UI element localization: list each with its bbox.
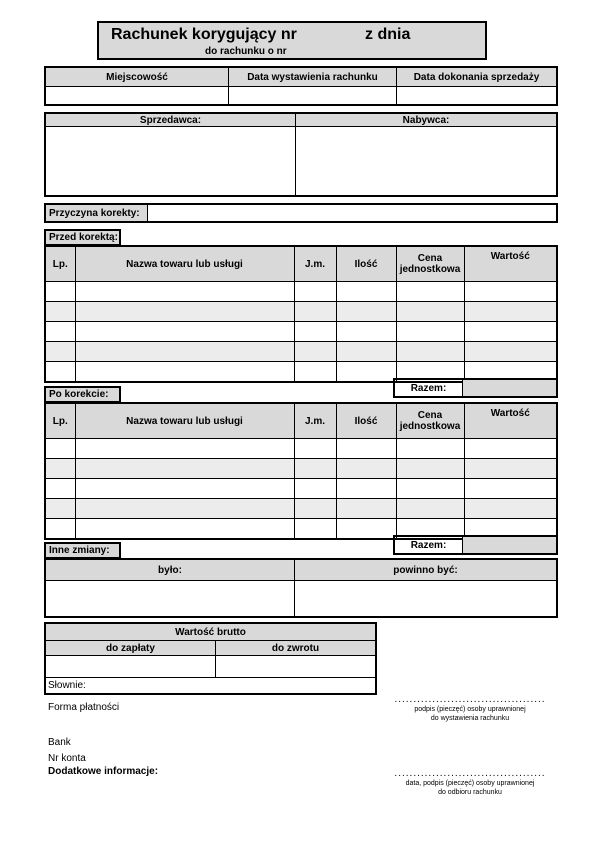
document-header bbox=[97, 21, 487, 60]
col-lp: Lp. bbox=[45, 246, 75, 282]
col-name: Nazwa towaru lub usługi bbox=[75, 403, 294, 439]
was-label: było: bbox=[158, 564, 182, 576]
before-total-field[interactable] bbox=[463, 380, 556, 396]
sale-date-field[interactable] bbox=[397, 87, 556, 104]
col-value: Wartość bbox=[464, 403, 557, 439]
reason-field[interactable] bbox=[148, 205, 556, 221]
in-words-label: Słownie: bbox=[48, 680, 86, 691]
to-pay-label: do zapłaty bbox=[106, 642, 155, 654]
col-name: Nazwa towaru lub usługi bbox=[75, 246, 294, 282]
gross-value-table bbox=[44, 622, 377, 695]
gross-title: Wartość brutto bbox=[46, 624, 375, 640]
bank-label: Bank bbox=[48, 737, 71, 748]
meta-table bbox=[44, 66, 558, 106]
col-unit-price: Cena jednostkowa bbox=[396, 246, 464, 282]
sale-date-label: Data dokonania sprzedaży bbox=[413, 71, 540, 83]
signature-line: ........................................ bbox=[394, 694, 546, 705]
after-items-table bbox=[44, 402, 558, 540]
other-changes-table bbox=[44, 558, 558, 618]
to-pay-field[interactable] bbox=[46, 656, 215, 676]
issuer-signature bbox=[395, 694, 545, 723]
table-row[interactable] bbox=[45, 342, 557, 362]
parties-table bbox=[44, 112, 558, 197]
account-label: Nr konta bbox=[48, 753, 86, 764]
to-refund-field[interactable] bbox=[216, 656, 375, 676]
document-title: Rachunek korygujący nr bbox=[111, 26, 297, 43]
col-unit: J.m. bbox=[294, 246, 336, 282]
before-section-label: Przed korektą: bbox=[44, 229, 121, 246]
buyer-field[interactable] bbox=[296, 127, 556, 195]
to-refund-label: do zwrotu bbox=[271, 642, 320, 654]
reason-label: Przyczyna korekty: bbox=[46, 205, 147, 221]
table-row[interactable] bbox=[45, 439, 557, 459]
col-qty: Ilość bbox=[336, 403, 396, 439]
issuer-caption-2: do wystawienia rachunku bbox=[430, 715, 510, 723]
was-field[interactable] bbox=[46, 581, 294, 616]
receiver-caption-1: data, podpis (pieczęć) osoby uprawnionej bbox=[405, 780, 535, 787]
seller-field[interactable] bbox=[46, 127, 295, 195]
before-total-label: Razem: bbox=[410, 382, 447, 394]
col-lp: Lp. bbox=[45, 403, 75, 439]
table-row[interactable] bbox=[45, 302, 557, 322]
after-total-label: Razem: bbox=[410, 539, 447, 551]
buyer-label: Nabywca: bbox=[402, 114, 450, 126]
reason-row bbox=[44, 203, 558, 223]
document-title-date: z dnia bbox=[365, 26, 411, 43]
should-be-label: powinno być: bbox=[393, 564, 458, 576]
issue-date-field[interactable] bbox=[229, 87, 396, 104]
place-label: Miejscowość bbox=[106, 71, 168, 83]
table-row[interactable] bbox=[45, 499, 557, 519]
payment-form-label: Forma płatności bbox=[48, 702, 120, 713]
document-subtitle: do rachunku o nr bbox=[205, 46, 287, 57]
table-row[interactable] bbox=[45, 459, 557, 479]
col-value: Wartość bbox=[464, 246, 557, 282]
other-section-label: Inne zmiany: bbox=[44, 542, 121, 559]
after-total-row bbox=[393, 535, 558, 555]
issue-date-label: Data wystawienia rachunku bbox=[247, 71, 378, 83]
table-row[interactable] bbox=[45, 479, 557, 499]
issuer-caption-1: podpis (pieczęć) osoby uprawnionej bbox=[414, 706, 526, 713]
col-unit-price: Cena jednostkowa bbox=[396, 403, 464, 439]
after-total-field[interactable] bbox=[463, 537, 556, 553]
before-items-table bbox=[44, 245, 558, 383]
receiver-signature bbox=[390, 768, 550, 797]
before-total-row bbox=[393, 378, 558, 398]
additional-info-label: Dodatkowe informacje: bbox=[48, 766, 159, 777]
col-qty: Ilość bbox=[336, 246, 396, 282]
table-row[interactable] bbox=[45, 322, 557, 342]
table-row[interactable] bbox=[45, 282, 557, 302]
should-be-field[interactable] bbox=[295, 581, 556, 616]
place-field[interactable] bbox=[46, 87, 228, 104]
receiver-caption-2: do odbioru rachunku bbox=[438, 789, 502, 797]
after-section-label: Po korekcie: bbox=[44, 386, 121, 403]
signature-line: ........................................ bbox=[394, 768, 546, 779]
col-unit: J.m. bbox=[294, 403, 336, 439]
seller-label: Sprzedawca: bbox=[139, 114, 202, 126]
